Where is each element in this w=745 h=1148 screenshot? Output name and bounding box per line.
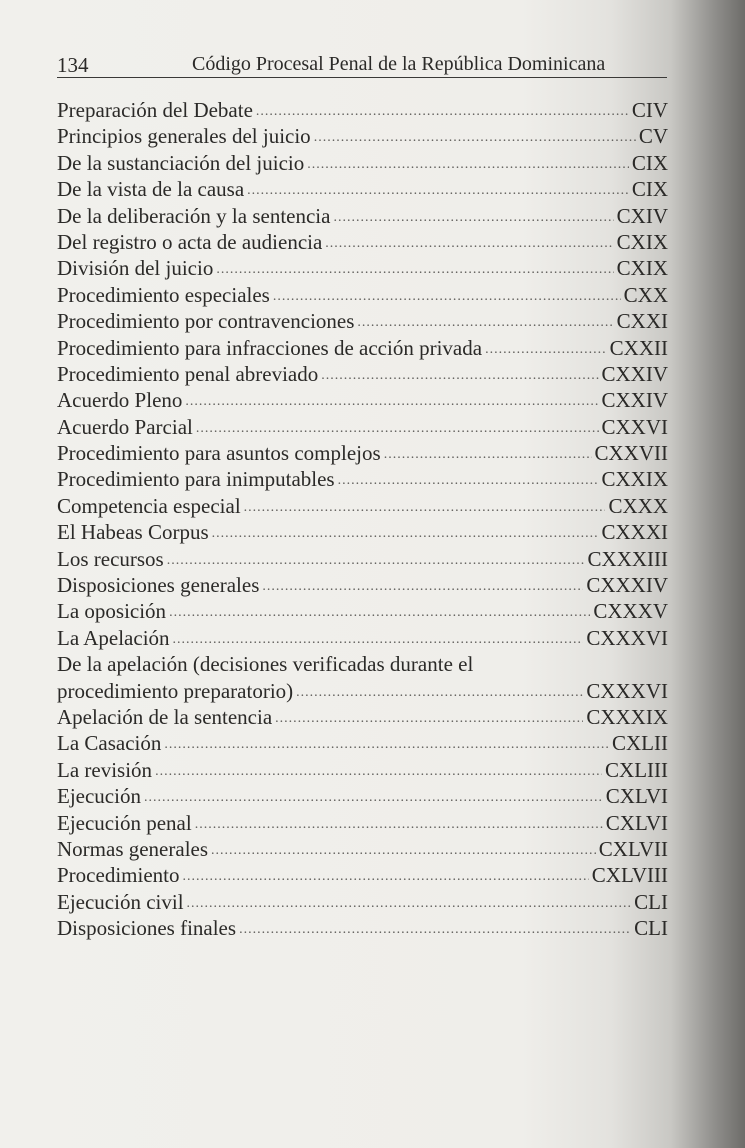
toc-entry-title: Preparación del Debate bbox=[57, 98, 253, 122]
toc-entry bbox=[57, 730, 668, 756]
dot-leader bbox=[256, 99, 629, 125]
toc-entry bbox=[57, 414, 668, 440]
dot-leader bbox=[275, 706, 583, 732]
toc-entry-title: La Apelación bbox=[57, 625, 170, 650]
toc-entry-title: Ejecución bbox=[57, 784, 141, 809]
toc-entry-page: CXXII bbox=[609, 335, 668, 360]
toc-entry-page: CXXXIX bbox=[586, 704, 668, 729]
dot-leader bbox=[167, 548, 585, 574]
toc-entry-page: CXXXI bbox=[601, 520, 668, 545]
toc-entry-title: Ejecución civil bbox=[57, 889, 184, 914]
dot-leader bbox=[321, 363, 598, 389]
toc-entry-title: De la deliberación y la sentencia bbox=[57, 203, 331, 228]
toc-entry bbox=[57, 440, 668, 466]
dot-leader bbox=[314, 125, 636, 151]
toc-entry-page: CXLVIII bbox=[591, 863, 668, 888]
toc-entry bbox=[57, 335, 668, 361]
dot-leader bbox=[182, 864, 588, 890]
toc-entry-page: CXIX bbox=[616, 256, 668, 281]
toc-entry bbox=[57, 625, 668, 651]
toc-entry-page: CXLII bbox=[612, 731, 668, 756]
dot-leader bbox=[164, 732, 609, 758]
toc-entry-title: Procedimiento para infracciones de acción privada bbox=[57, 335, 483, 360]
toc-entry-page: CXXXV bbox=[593, 599, 668, 624]
dot-leader bbox=[273, 284, 621, 310]
toc-entry-title: Procedimiento por contravenciones bbox=[57, 309, 355, 334]
dot-leader bbox=[296, 680, 583, 706]
dot-leader bbox=[262, 574, 583, 600]
toc-entry bbox=[57, 572, 668, 598]
toc-entry-page: CXXXVI bbox=[586, 678, 668, 703]
toc-entry-page: CXLVI bbox=[605, 784, 668, 809]
dot-leader bbox=[195, 812, 603, 838]
dot-leader bbox=[144, 785, 603, 811]
toc-entry-page: CXXX bbox=[608, 493, 668, 518]
toc-entry-page: CV bbox=[638, 124, 668, 149]
dot-leader bbox=[216, 257, 613, 283]
toc-entry bbox=[57, 519, 668, 545]
toc-entry bbox=[57, 466, 668, 492]
dot-leader bbox=[173, 627, 584, 653]
toc-entry bbox=[57, 862, 668, 888]
toc-entry-title: Acuerdo Pleno bbox=[57, 388, 183, 413]
toc-entry bbox=[57, 598, 668, 624]
dot-leader bbox=[357, 310, 613, 336]
page-header bbox=[57, 47, 667, 78]
toc-entry-title: Normas generales bbox=[57, 836, 209, 861]
toc-entry-title: Disposiciones finales bbox=[57, 916, 237, 941]
running-title: Código Procesal Penal de la República Dominicana bbox=[192, 53, 606, 75]
dot-leader bbox=[325, 231, 613, 257]
toc-entry-page: CIV bbox=[631, 98, 668, 122]
toc-entry-page: CXIV bbox=[616, 203, 668, 228]
toc-entry bbox=[57, 97, 668, 123]
toc-entry-page: CXXVI bbox=[601, 414, 668, 439]
toc-entry-title: Los recursos bbox=[57, 546, 164, 571]
dot-leader bbox=[307, 152, 629, 178]
toc-entry-page: CXXIV bbox=[601, 361, 668, 386]
toc-entry bbox=[57, 387, 668, 413]
toc-entry bbox=[57, 150, 668, 176]
toc-entry-title: Competencia especial bbox=[57, 493, 241, 518]
dot-leader bbox=[485, 337, 607, 363]
toc-entry-title: La revisión bbox=[57, 757, 153, 782]
toc-entry-page: CXXXIII bbox=[587, 546, 668, 571]
dot-leader bbox=[247, 178, 629, 204]
toc-entry-title: De la apelación (decisiones verificadas durante el bbox=[57, 652, 474, 677]
toc-entry bbox=[57, 889, 668, 915]
toc-entry-page: CLI bbox=[634, 889, 668, 914]
toc-entry bbox=[57, 836, 668, 862]
toc-entry-page: CXXXVI bbox=[586, 625, 668, 650]
toc-entry-page: CXXXIV bbox=[586, 573, 668, 598]
toc-entry bbox=[57, 282, 668, 308]
toc-entry-title: Principios generales del juicio bbox=[57, 124, 311, 149]
toc-entry-title: Procedimiento para asuntos complejos bbox=[57, 441, 381, 466]
dot-leader bbox=[169, 600, 590, 626]
toc-entry-title: Procedimiento bbox=[57, 863, 180, 888]
dot-leader bbox=[185, 389, 598, 415]
toc-entry-title: El Habeas Corpus bbox=[57, 520, 209, 545]
toc-entry-page: CXIX bbox=[616, 229, 668, 254]
toc-entry bbox=[57, 229, 668, 255]
dot-leader bbox=[187, 891, 632, 917]
toc-entry-page: CIX bbox=[631, 177, 668, 202]
toc-entry-title: Procedimiento especiales bbox=[57, 282, 270, 307]
toc-entry bbox=[57, 678, 668, 704]
toc-entry bbox=[57, 123, 668, 149]
toc-entry bbox=[57, 203, 668, 229]
toc-entry-page: CLI bbox=[634, 916, 668, 941]
toc-entry-page: CXXIX bbox=[601, 467, 668, 492]
dot-leader bbox=[384, 442, 592, 468]
toc-entry-title: La Casación bbox=[57, 731, 162, 756]
toc-entry-title: procedimiento preparatorio) bbox=[57, 678, 294, 703]
toc-entry-title: Disposiciones generales bbox=[57, 573, 260, 598]
toc-entry-title: Acuerdo Parcial bbox=[57, 414, 193, 439]
toc-entry-title: De la vista de la causa bbox=[57, 177, 245, 202]
dot-leader bbox=[338, 468, 599, 494]
toc-entry-page: CXLIII bbox=[605, 757, 668, 782]
toc-entry bbox=[57, 810, 668, 836]
toc-entry-title: División del juicio bbox=[57, 256, 214, 281]
dot-leader bbox=[244, 495, 606, 521]
toc-entry-title: Procedimiento para inimputables bbox=[57, 467, 335, 492]
page-number: 134 bbox=[57, 53, 89, 77]
dot-leader bbox=[196, 416, 599, 442]
toc-entry-title: Apelación de la sentencia bbox=[57, 704, 273, 729]
dot-leader bbox=[211, 838, 596, 864]
toc-entry-title: La oposición bbox=[57, 599, 167, 624]
toc-entry-page: CXLVII bbox=[598, 836, 668, 861]
dot-leader bbox=[155, 759, 602, 785]
toc-entry bbox=[57, 704, 668, 730]
toc-entry bbox=[57, 255, 668, 281]
toc-entry-title: Procedimiento penal abreviado bbox=[57, 361, 319, 386]
toc-entry bbox=[57, 176, 668, 202]
dot-leader bbox=[333, 205, 613, 231]
toc-entry-page: CXLVI bbox=[605, 810, 668, 835]
toc-entry-page: CXX bbox=[623, 282, 668, 307]
toc-entry bbox=[57, 651, 668, 677]
toc-entry-page: CXXI bbox=[616, 309, 668, 334]
toc-entry-title: Del registro o acta de audiencia bbox=[57, 229, 323, 254]
toc-entry-page: CIX bbox=[631, 150, 668, 175]
table-of-contents bbox=[57, 97, 668, 942]
toc-entry bbox=[57, 783, 668, 809]
toc-entry-title: De la sustanciación del juicio bbox=[57, 150, 305, 175]
toc-entry bbox=[57, 308, 668, 334]
toc-entry-page: CXXVII bbox=[594, 441, 668, 466]
toc-entry-title: Ejecución penal bbox=[57, 810, 192, 835]
toc-entry bbox=[57, 493, 668, 519]
toc-entry bbox=[57, 757, 668, 783]
dot-leader bbox=[212, 521, 599, 547]
toc-entry bbox=[57, 546, 668, 572]
dot-leader bbox=[239, 917, 631, 943]
toc-entry-page: CXXIV bbox=[601, 388, 668, 413]
toc-entry bbox=[57, 361, 668, 387]
toc-entry bbox=[57, 915, 668, 941]
